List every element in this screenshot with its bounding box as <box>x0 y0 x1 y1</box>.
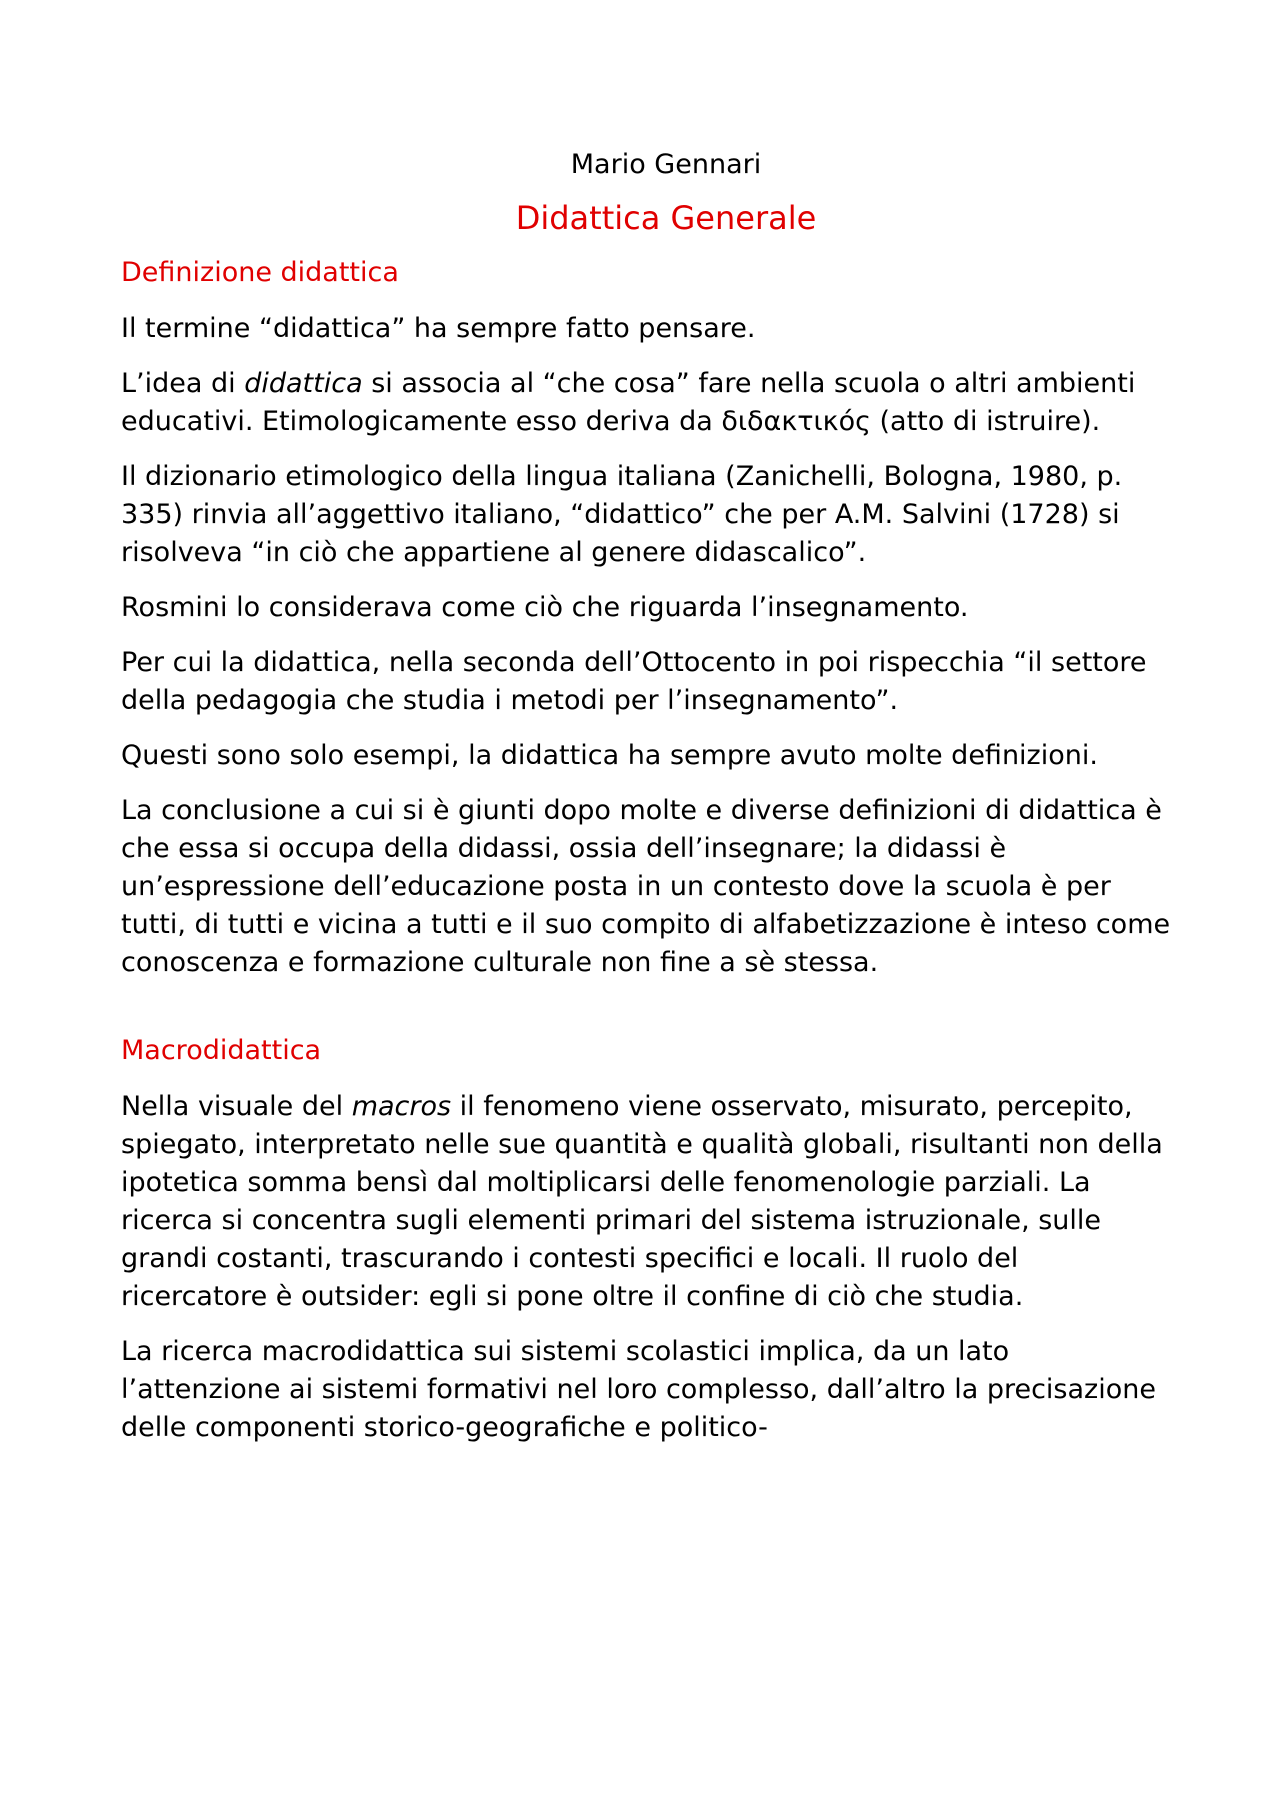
text-run: il fenomeno viene osservato, misurato, percepito, spiegato, interpretato nelle sue quantità e qualità globali, risultanti non della ipotetica somma bensì dal moltiplicarsi delle fenomenologie parziali. La ricerca si concentra sugli elementi primari del sistema istruzionale, sulle grandi costanti, trascurando i contesti specifici e locali. Il ruolo del ricercatore è outsider: egli si pone oltre il confine di ciò che studia. <box>121 1091 1163 1312</box>
text-run: L’idea di <box>121 368 245 399</box>
text-run: si associa al “che cosa” fare nella scuola o altri ambienti educativi. Etimologicamente esso deriva da διδακτικός (atto di istruire). <box>121 368 1136 437</box>
section-heading-macrodidattica: Macrodidattica <box>121 1035 322 1066</box>
paragraph: La ricerca macrodidattica sui sistemi scolastici implica, da un lato l’attenzione ai sistemi formativi nel loro complesso, dall’altro la precisazione delle componenti storico-geografiche e politico- <box>121 1336 1156 1443</box>
section-heading-definizione: Definizione didattica <box>121 257 399 288</box>
document-page <box>121 146 1171 1464</box>
author-name: Mario Gennari <box>570 149 762 180</box>
text-run: Nella visuale del <box>121 1091 352 1122</box>
paragraph: Il termine “didattica” ha sempre fatto pensare. <box>121 313 756 344</box>
paragraph: Rosmini lo considerava come ciò che riguarda l’insegnamento. <box>121 592 969 623</box>
paragraph: Per cui la didattica, nella seconda dell’Ottocento in poi rispecchia “il settore della pedagogia che studia i metodi per l’insegnamento”. <box>121 647 1147 716</box>
italic-term: didattica <box>244 368 363 399</box>
paragraph: Questi sono solo esempi, la didattica ha sempre avuto molte definizioni. <box>121 740 1098 771</box>
paragraph <box>121 1088 1171 1316</box>
document-title: Didattica Generale <box>515 199 817 237</box>
paragraph <box>121 365 1171 441</box>
paragraph: La conclusione a cui si è giunti dopo molte e diverse definizioni di didattica è che essa si occupa della didassi, ossia dell’insegnare; la didassi è un’espressione dell’educazione posta in un contesto dove la scuola è per tutti, di tutti e vicina a tutti e il suo compito di alfabetizzazione è inteso come conoscenza e formazione culturale non fine a sè stessa. <box>121 795 1171 978</box>
paragraph: Il dizionario etimologico della lingua italiana (Zanichelli, Bologna, 1980, p. 335) rinvia all’aggettivo italiano, “didattico” che per A.M. Salvini (1728) si risolveva “in ciò che appartiene al genere didascalico”. <box>121 461 1123 568</box>
italic-term: macros <box>351 1091 452 1122</box>
